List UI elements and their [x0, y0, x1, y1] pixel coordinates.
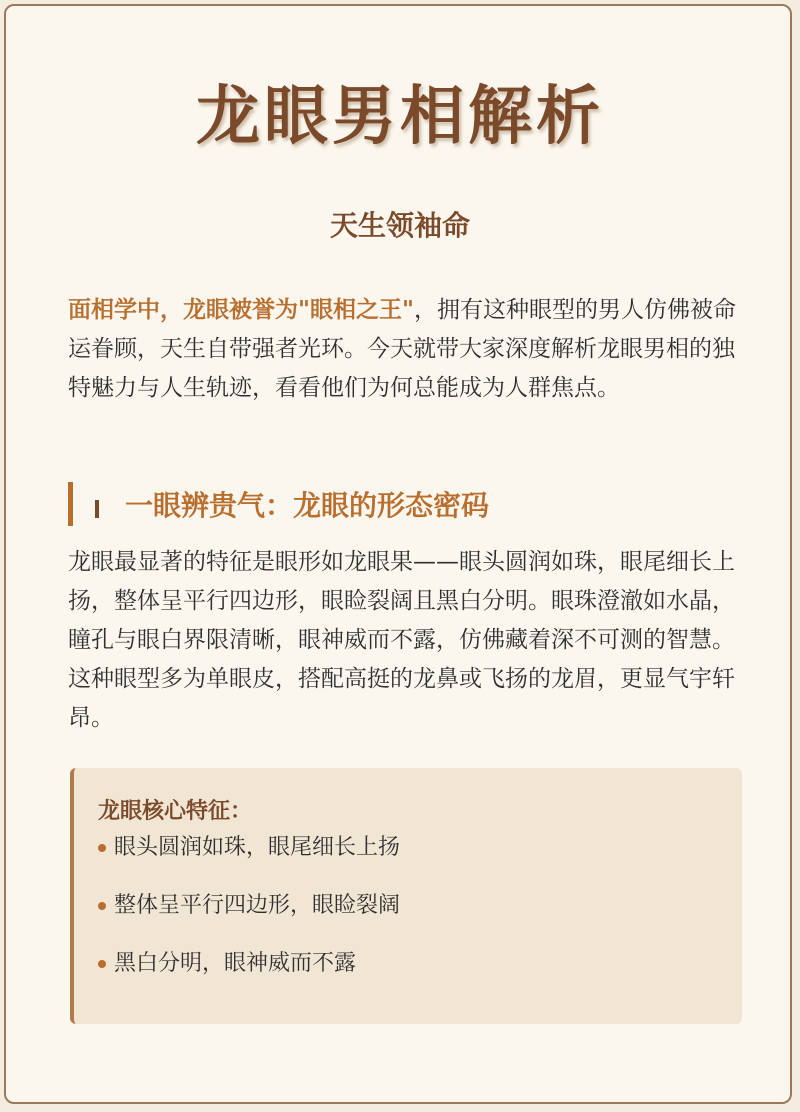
page-subtitle: 天生领袖命: [329, 209, 470, 242]
list-item: [98, 830, 400, 860]
bullet-icon: [98, 960, 106, 968]
section-paragraph: 龙眼最显著的特征是眼形如龙眼果——眼头圆润如珠，眼尾细长上扬，整体呈平行四边形，眼睑裂阔且黑白分明。眼珠澄澈如水晶，瞳孔与眼白界限清晰，眼神威而不露，仿佛藏着深不可测的智慧。这种眼型多为单眼皮，搭配高挺的龙鼻或飞扬的龙眉，更显气宇轩昂。: [68, 549, 735, 731]
bullet-icon: [98, 902, 106, 910]
feature-box: [70, 768, 742, 1024]
article-card: [4, 4, 792, 1104]
feature-list: [98, 830, 400, 1004]
bullet-icon: [98, 844, 106, 852]
heading-marker-icon: [95, 500, 99, 518]
intro-highlight: 面相学中，龙眼被誉为"眼相之王": [68, 297, 414, 323]
feature-item-text: 眼头圆润如珠，眼尾细长上扬: [114, 834, 401, 860]
section-heading-text: 一眼辨贵气：龙眼的形态密码: [125, 489, 490, 522]
intro-text: ，拥有这种眼型的男人仿佛被命运眷顾，天生自带强者光环。今天就带大家深度解析龙眼男相的独特魅力与人生轨迹，看看他们为何总能成为人群焦点。: [68, 297, 736, 401]
section-heading: [68, 481, 744, 527]
list-item: [98, 888, 400, 918]
feature-title: 龙眼核心特征：: [98, 799, 253, 824]
heading-accent-bar: [68, 482, 73, 526]
feature-item-text: 黑白分明，眼神威而不露: [114, 950, 357, 976]
feature-item-text: 整体呈平行四边形，眼睑裂阔: [114, 892, 401, 918]
page-title: 龙眼男相解析: [196, 80, 604, 154]
list-item: [98, 946, 400, 976]
intro-paragraph: [68, 291, 744, 408]
